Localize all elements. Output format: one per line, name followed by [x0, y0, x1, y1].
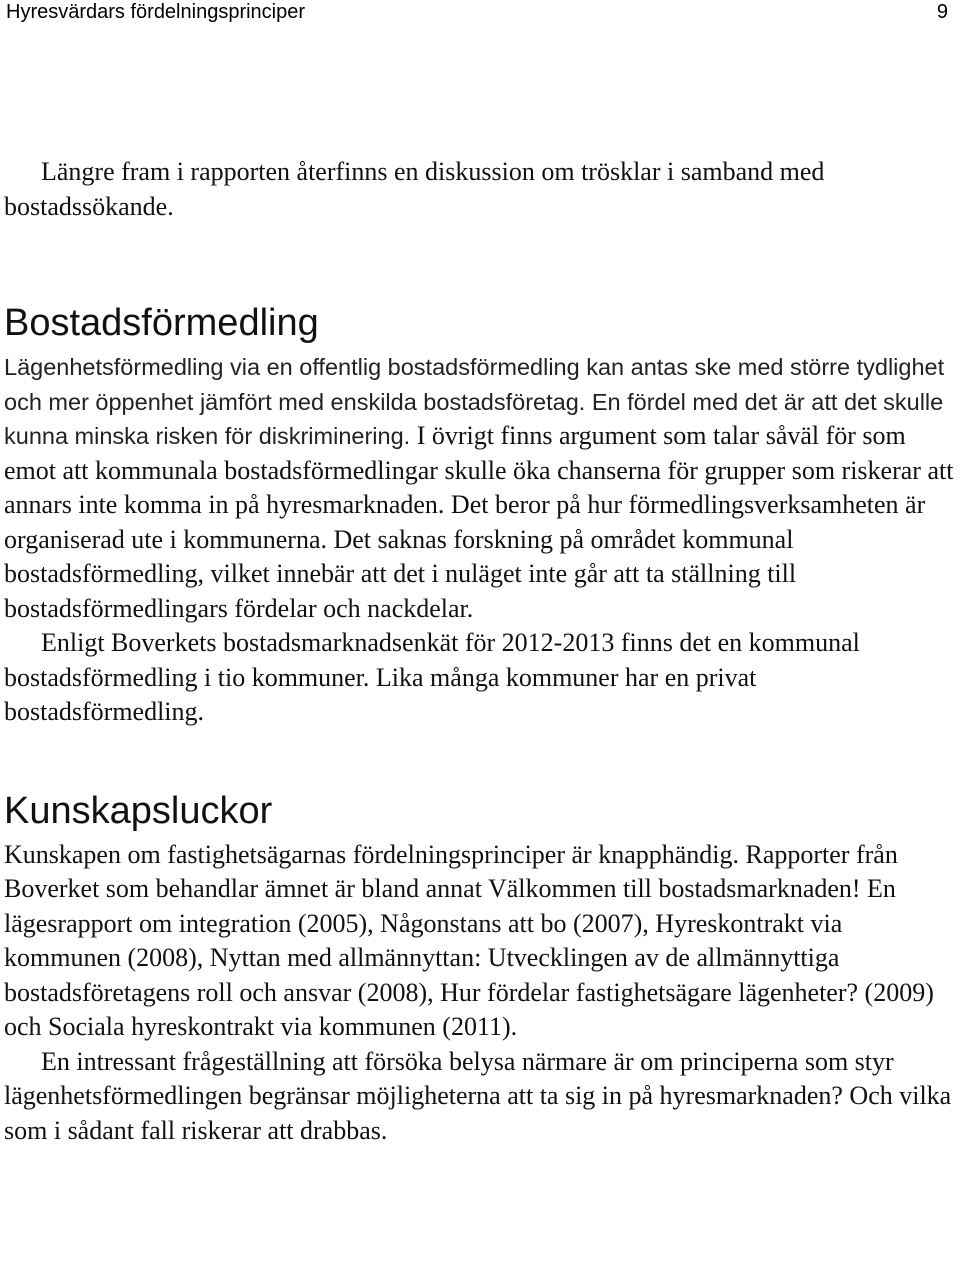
kunskapsluckor-paragraph-2: En intressant frågeställning att försöka belysa närmare är om principerna som styr lägenhetsförmedlingen begränsar möjligheterna att ta sig in på hyresmarknaden? Och vilka som i sådant fall riskerar att drabbas.	[4, 1046, 952, 1145]
page-number: 9	[936, 1, 948, 23]
paragraph-serif-run: I övrigt finns argument som talar såväl för som emot att kommunala bostadsförmedlingar skulle öka chanserna för grupper som riskerar att annars inte komma in på hyresmarknaden. Det beror på hur förmedlingsverksamheten är organiserad ute i kommunerna. Det saknas forskning på området kommunal bostadsförmedling, vilket innebär att det i nuläget inte går att ta ställning till bostadsförmedlingars fördelar och nackdelar.	[4, 421, 954, 623]
running-header	[6, 0, 954, 26]
bostadsformedling-paragraph-2: Enligt Boverkets bostadsmarknadsenkät för 2012-2013 finns det en kommunal bostadsförmedling i tio kommuner. Lika många kommuner har en privat bostadsförmedling.	[4, 628, 860, 726]
section-heading-bostadsformedling: Bostadsförmedling	[4, 302, 319, 344]
section-heading-kunskapsluckor: Kunskapsluckor	[4, 789, 273, 832]
page-body	[4, 155, 956, 1148]
paragraph-sans-run: Lägenhetsförmedling via en offentlig bostadsförmedling kan antas ske med större tydlighet och mer öppenhet jämfört med enskilda bostadsföretag. En fördel med det är att det skulle kunna minska risken för diskriminering.	[4, 354, 945, 449]
intro-paragraph: Längre fram i rapporten återfinns en diskussion om trösklar i samband med bostadssökande.	[4, 157, 825, 221]
bostadsformedling-paragraph-1	[4, 350, 956, 626]
kunskapsluckor-paragraph-1: Kunskapen om fastighetsägarnas fördelningsprinciper är knapphändig. Rapporter från Boverket som behandlar ämnet är bland annat Välkommen till bostadsmarknaden! En lägesrapport om integration (2005), Någonstans att bo (2007), Hyreskontrakt via kommunen (2008), Nyttan med allmännyttan: Utvecklingen av de allmännyttiga bostadsföretagens roll och ansvar (2008), Hur fördelar fastighetsägare lägenheter? (2009) och Sociala hyreskontrakt via kommunen (2011).	[4, 839, 934, 1041]
header-title: Hyresvärdars fördelningsprinciper	[6, 1, 306, 23]
